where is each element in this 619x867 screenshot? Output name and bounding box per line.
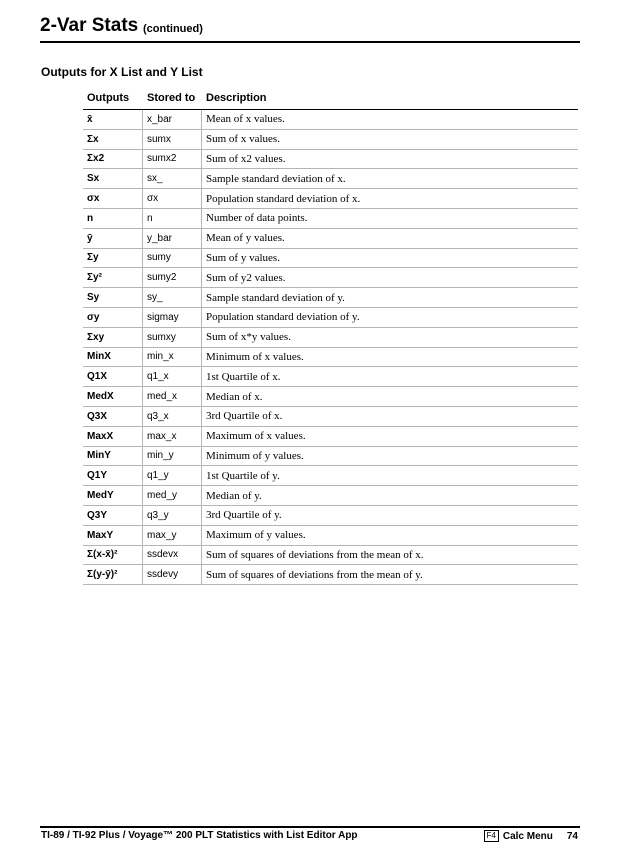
footer-section: Calc Menu [502, 830, 553, 842]
table-row [83, 546, 578, 566]
cell-output: Σx2 [83, 150, 143, 169]
table-row [83, 249, 578, 269]
cell-stored-to: min_x [143, 348, 202, 367]
table-row [83, 328, 578, 348]
cell-output: Q3X [83, 407, 143, 426]
table-row [83, 447, 578, 467]
table-row [83, 506, 578, 526]
cell-description: Sum of squares of deviations from the mean of x. [206, 548, 424, 561]
cell-description: Population standard deviation of x. [206, 192, 361, 205]
table-row [83, 466, 578, 486]
table-row [83, 348, 578, 368]
cell-output: MedX [83, 387, 143, 406]
cell-output: Σ(x-x̄)² [83, 546, 143, 565]
cell-stored-to: med_y [143, 486, 202, 505]
footer-page-info [484, 830, 578, 842]
table-body [83, 110, 578, 585]
cell-output: MedY [83, 486, 143, 505]
cell-output: σy [83, 308, 143, 327]
cell-stored-to: q1_y [143, 466, 202, 485]
table-row [83, 288, 578, 308]
cell-stored-to: ssdevy [143, 565, 202, 584]
cell-output: Sy [83, 288, 143, 307]
table-row [83, 169, 578, 189]
table-row [83, 367, 578, 387]
cell-stored-to: med_x [143, 387, 202, 406]
column-header-stored-to: Stored to [147, 92, 196, 104]
cell-output: MinX [83, 348, 143, 367]
cell-description: Sum of y values. [206, 251, 280, 264]
cell-output: Q1Y [83, 466, 143, 485]
cell-description: 1st Quartile of x. [206, 370, 281, 383]
cell-stored-to: max_y [143, 526, 202, 545]
cell-output: ȳ [83, 229, 143, 248]
cell-stored-to: x_bar [143, 110, 202, 129]
cell-output: Σy [83, 249, 143, 268]
cell-output: Σy² [83, 268, 143, 287]
cell-stored-to: sumxy [143, 328, 202, 347]
table-row [83, 189, 578, 209]
cell-stored-to: σx [143, 189, 202, 208]
column-header-description: Description [206, 92, 267, 104]
cell-stored-to: sumy2 [143, 268, 202, 287]
f4-key-icon: F4 [484, 830, 499, 842]
cell-description: Sample standard deviation of y. [206, 291, 345, 304]
cell-description: 1st Quartile of y. [206, 469, 280, 482]
cell-stored-to: sy_ [143, 288, 202, 307]
cell-output: MinY [83, 447, 143, 466]
cell-description: Population standard deviation of y. [206, 311, 360, 324]
cell-output: Σxy [83, 328, 143, 347]
cell-stored-to: sigmay [143, 308, 202, 327]
cell-description: 3rd Quartile of y. [206, 509, 282, 522]
table-row [83, 150, 578, 170]
cell-output: MaxY [83, 526, 143, 545]
cell-stored-to: n [143, 209, 202, 228]
outputs-table [83, 92, 578, 585]
table-row [83, 110, 578, 130]
table-row [83, 565, 578, 585]
cell-output: Q1X [83, 367, 143, 386]
cell-description: Maximum of y values. [206, 529, 306, 542]
table-row [83, 407, 578, 427]
cell-stored-to: sumx [143, 130, 202, 149]
table-row [83, 387, 578, 407]
table-header-row [83, 92, 578, 110]
cell-stored-to: min_y [143, 447, 202, 466]
table-row [83, 427, 578, 447]
cell-output: MaxX [83, 427, 143, 446]
cell-description: Median of y. [206, 489, 262, 502]
cell-description: Maximum of x values. [206, 430, 306, 443]
table-row [83, 229, 578, 249]
cell-stored-to: sumy [143, 249, 202, 268]
cell-description: Minimum of y values. [206, 449, 304, 462]
cell-description: Minimum of x values. [206, 350, 304, 363]
table-row [83, 268, 578, 288]
table-row [83, 526, 578, 546]
cell-description: Sum of x2 values. [206, 152, 286, 165]
cell-stored-to: max_x [143, 427, 202, 446]
cell-output: Q3Y [83, 506, 143, 525]
cell-description: Mean of x values. [206, 113, 285, 126]
cell-stored-to: ssdevx [143, 546, 202, 565]
cell-output: Σx [83, 130, 143, 149]
page-subtitle: (continued) [143, 23, 203, 35]
cell-output: σx [83, 189, 143, 208]
table-row [83, 486, 578, 506]
cell-stored-to: sumx2 [143, 150, 202, 169]
cell-stored-to: q3_x [143, 407, 202, 426]
column-header-outputs: Outputs [87, 92, 130, 104]
page-header [40, 15, 580, 43]
table-row [83, 130, 578, 150]
cell-description: Sample standard deviation of x. [206, 172, 346, 185]
cell-description: Number of data points. [206, 212, 308, 225]
cell-description: Sum of y2 values. [206, 271, 286, 284]
cell-description: Mean of y values. [206, 232, 285, 245]
cell-stored-to: q1_x [143, 367, 202, 386]
cell-description: Sum of x values. [206, 133, 280, 146]
cell-stored-to: y_bar [143, 229, 202, 248]
footer-product-title: TI-89 / TI-92 Plus / Voyage™ 200 PLT Statistics with List Editor App [41, 830, 358, 841]
page-number: 74 [566, 830, 578, 842]
cell-description: 3rd Quartile of x. [206, 410, 283, 423]
cell-output: n [83, 209, 143, 228]
cell-description: Sum of squares of deviations from the mean of y. [206, 568, 423, 581]
table-row [83, 308, 578, 328]
footer-rule [40, 826, 580, 828]
cell-output: Σ(y-ȳ)² [83, 565, 143, 584]
cell-description: Sum of x*y values. [206, 331, 291, 344]
page-title: 2-Var Stats [40, 15, 139, 36]
table-row [83, 209, 578, 229]
cell-stored-to: sx_ [143, 169, 202, 188]
cell-stored-to: q3_y [143, 506, 202, 525]
section-heading: Outputs for X List and Y List [41, 65, 203, 79]
cell-description: Median of x. [206, 390, 263, 403]
cell-output: x̄ [83, 110, 143, 129]
cell-output: Sx [83, 169, 143, 188]
